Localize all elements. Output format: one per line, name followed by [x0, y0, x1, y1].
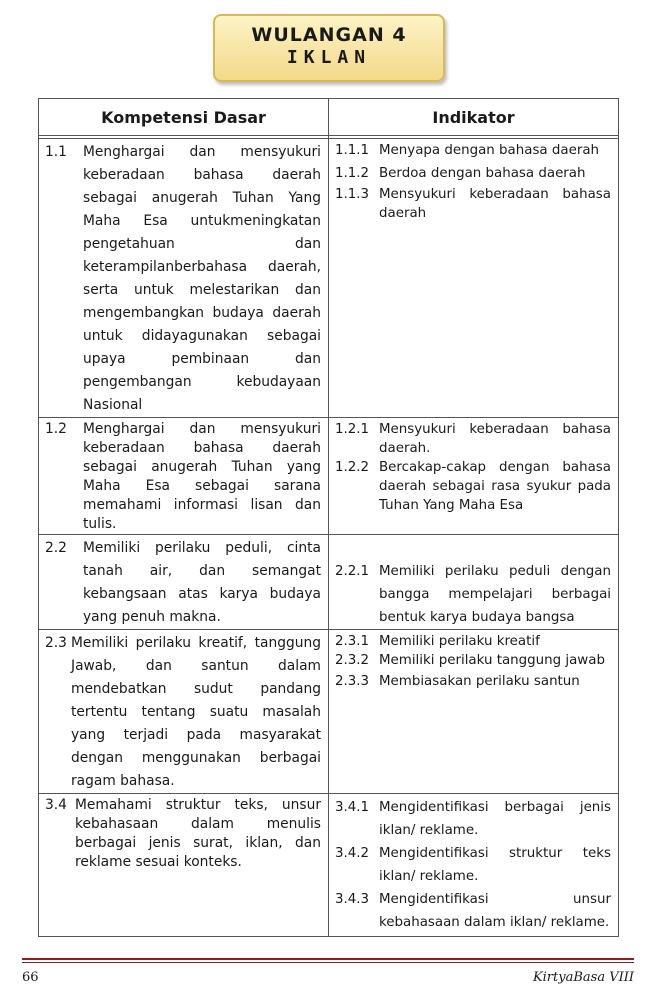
- table-row: [39, 139, 619, 418]
- indicator-number: 3.4.1: [335, 800, 370, 815]
- indicator-number: 2.3.2: [335, 653, 370, 668]
- kd-cell: [39, 418, 328, 534]
- kd-number: 2.3: [45, 635, 67, 651]
- kd-text: Memiliki perilaku kreatif, tanggung Jawab, dan santun dalam mendebatkan sudut pandang tertentu tentang suatu masalah yang terjadi pada masyarakat dengan menggunakan berbagai ragam bahasa.: [71, 635, 321, 789]
- indicator-number: 3.4.2: [335, 846, 370, 861]
- kd-cell: [39, 139, 328, 417]
- indicator-item: [335, 560, 611, 629]
- indicator-text: Mensyukuri keberadaan bahasa daerah.: [379, 422, 611, 456]
- indicator-item: [335, 141, 611, 160]
- indicator-item: [335, 651, 611, 670]
- indicator-item: [335, 458, 611, 515]
- indicator-text: Mengidentifikasi berbagai jenis iklan/ reklame.: [379, 800, 611, 838]
- indicator-cell: [329, 418, 618, 515]
- indicator-item: [335, 842, 611, 888]
- kd-cell: [39, 630, 328, 793]
- kd-text: Memiliki perilaku peduli, cinta tanah air, dan semangat kebangsaan atas karya budaya yang penuh makna.: [83, 540, 321, 625]
- book-title: KirtyaBasa VIII: [532, 970, 634, 985]
- table-row: [39, 535, 619, 630]
- indicator-text: Berdoa dengan bahasa daerah: [379, 166, 586, 181]
- indicator-item: [335, 164, 611, 183]
- indicator-item: [335, 185, 611, 223]
- indicator-number: 1.2.1: [335, 422, 370, 437]
- footer-rule-thin: [22, 962, 634, 963]
- kd-number: 2.2: [45, 540, 67, 556]
- chapter-title: WULANGAN 4: [251, 24, 407, 46]
- indicator-text: Membiasakan perilaku santun: [379, 674, 580, 689]
- indicator-text: Mengidentifikasi unsur kebahasaan dalam iklan/ reklame.: [379, 892, 611, 930]
- indicator-cell: [329, 794, 618, 936]
- indicator-number: 1.2.2: [335, 460, 370, 475]
- header-indikator: Indikator: [329, 99, 619, 136]
- page-number: 66: [22, 970, 39, 985]
- indicator-item: [335, 420, 611, 458]
- indicator-text: Memiliki perilaku peduli dengan bangga mempelajari berbagai bentuk karya budaya bangsa: [379, 564, 611, 625]
- kd-text: Memahami struktur teks, unsur kebahasaan dalam menulis berbagai jenis surat, iklan, dan reklame sesuai konteks.: [75, 797, 321, 870]
- kd-text: Menghargai dan mensyukuri keberadaan bahasa daerah sebagai anugerah Tuhan Yang Maha Esa untukmeningkatan pengetahuan dan keterampilanberbahasa daerah, serta untuk melestarikan dan mengembangkan budaya daerah untuk didayagunakan sebagai upaya pembinaan dan pengembangan kebudayaan Nasional: [83, 144, 321, 413]
- kd-cell: [39, 794, 328, 872]
- chapter-title-box: [213, 14, 445, 82]
- indicator-item: [335, 632, 611, 651]
- indicator-text: Memiliki perilaku kreatif: [379, 634, 540, 649]
- header-kompetensi-dasar: Kompetensi Dasar: [39, 99, 329, 136]
- indicator-cell: [329, 139, 618, 223]
- indicator-text: Mensyukuri keberadaan bahasa daerah: [379, 187, 611, 221]
- kd-number: 1.1: [45, 144, 67, 160]
- kd-cell: [39, 535, 328, 629]
- indicator-item: [335, 672, 611, 691]
- kd-number: 1.2: [45, 421, 67, 437]
- footer-rule: [22, 958, 634, 960]
- indicator-cell: [329, 630, 618, 691]
- chapter-subtitle: IKLAN: [286, 47, 372, 68]
- indicator-text: Memiliki perilaku tanggung jawab: [379, 653, 605, 668]
- table-row: [39, 630, 619, 794]
- indicator-number: 1.1.2: [335, 166, 370, 181]
- table-row: [39, 794, 619, 937]
- indicator-text: Menyapa dengan bahasa daerah: [379, 143, 600, 158]
- indicator-number: 1.1.3: [335, 187, 370, 202]
- indicator-number: 1.1.1: [335, 143, 370, 158]
- competency-table: [38, 98, 619, 937]
- indicator-number: 3.4.3: [335, 892, 370, 907]
- indicator-number: 2.2.1: [335, 564, 370, 579]
- indicator-cell: [329, 535, 618, 629]
- indicator-text: Mengidentifikasi struktur teks iklan/ reklame.: [379, 846, 611, 884]
- indicator-item: [335, 888, 611, 934]
- kd-number: 3.4: [45, 797, 67, 813]
- indicator-number: 2.3.3: [335, 674, 370, 689]
- indicator-number: 2.3.1: [335, 634, 370, 649]
- kd-text: Menghargai dan mensyukuri keberadaan bahasa daerah sebagai anugerah Tuhan yang Maha Esa sebagai sarana memahami informasi lisan dan tulis.: [83, 421, 321, 532]
- indicator-text: Bercakap-cakap dengan bahasa daerah sebagai rasa syukur pada Tuhan Yang Maha Esa: [379, 460, 611, 513]
- indicator-item: [335, 796, 611, 842]
- table-row: [39, 418, 619, 535]
